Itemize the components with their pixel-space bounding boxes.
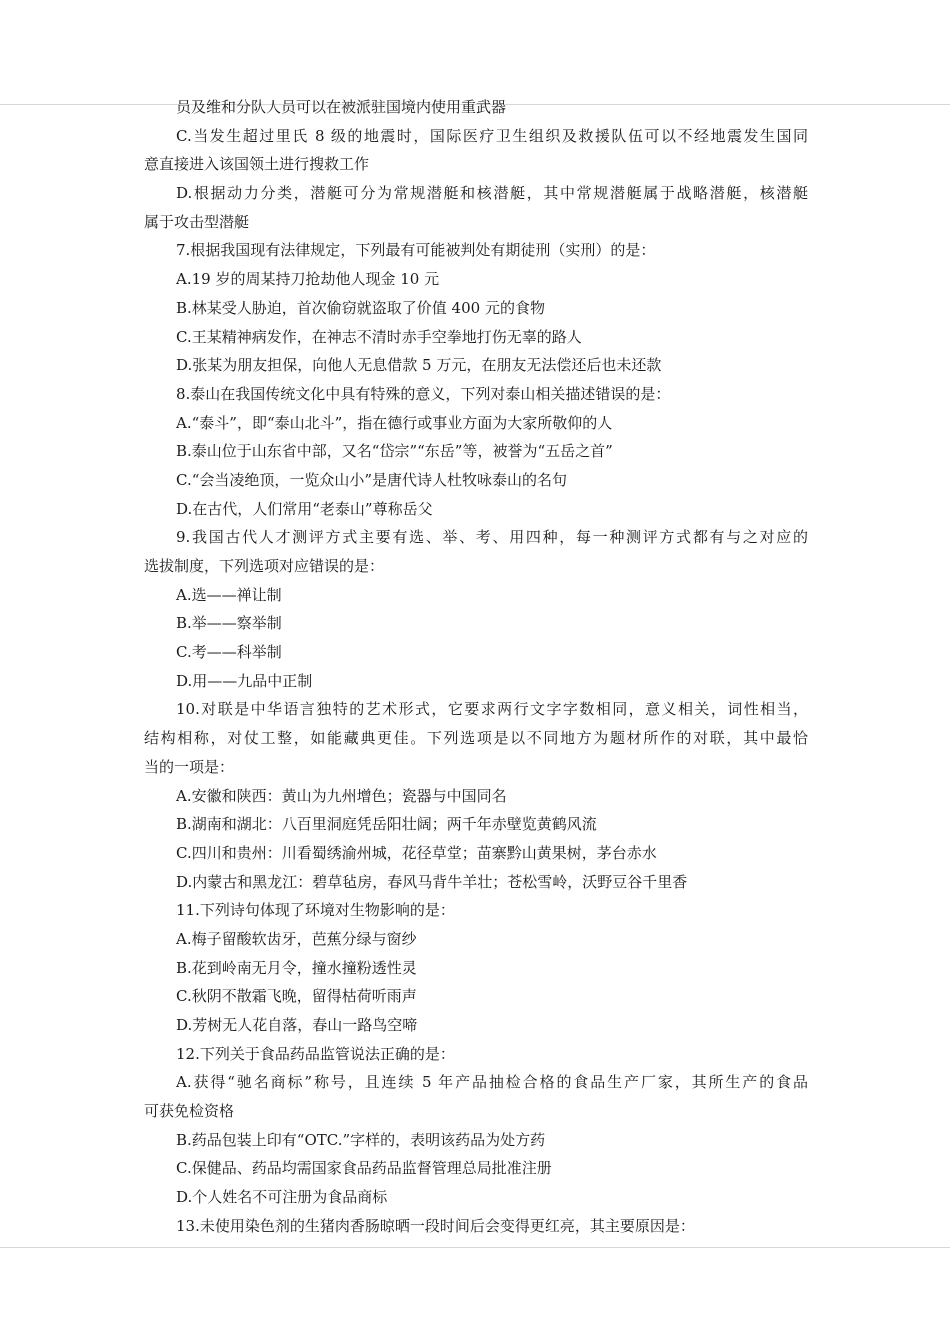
- option-line: C.考——科举制: [176, 643, 282, 662]
- option-line: D.芳树无人花自落，春山一路鸟空啼: [176, 1016, 418, 1034]
- option-line: B.泰山位于山东省中部，又名“岱宗”“东岳”等，被誉为“五岳之首”: [176, 442, 613, 461]
- text-line: 员及维和分队人员可以在被派驻国境内使用重武器: [176, 98, 507, 116]
- option-line: D.在古代，人们常用“老泰山”尊称岳父: [176, 499, 433, 518]
- option-line: A.获得“驰名商标”称号，且连续 5 年产品抽检合格的食品生产厂家，其所生产的食品: [176, 1073, 808, 1092]
- option-line: C.保健品、药品均需国家食品药品监督管理总局批准注册: [176, 1159, 552, 1178]
- option-line: C.“会当凌绝顶，一览众山小”是唐代诗人杜牧咏泰山的名句: [176, 470, 568, 489]
- option-line: D.张某为朋友担保，向他人无息借款 5 万元，在朋友无法偿还后也未还款: [176, 356, 662, 375]
- question-11: 11.下列诗句体现了环境对生物影响的是：: [176, 901, 455, 920]
- option-line: A.安徽和陕西：黄山为九州增色；瓷器与中国同名: [176, 786, 507, 805]
- option-line: D.用——九品中正制: [176, 671, 313, 690]
- option-line: B.药品包装上印有“OTC.”字样的，表明该药品为处方药: [176, 1130, 546, 1149]
- question-10: 10.对联是中华语言独特的艺术形式，它要求两行文字字数相同，意义相关，词性相当，: [176, 700, 808, 719]
- question-9: 9.我国古代人才测评方式主要有选、举、考、用四种，每一种测评方式都有与之对应的: [176, 528, 808, 547]
- option-line: D.个人姓名不可注册为食品商标: [176, 1188, 388, 1207]
- document-body: [144, 93, 808, 1241]
- text-line: 可获免检资格: [144, 1102, 235, 1121]
- option-line: D.内蒙古和黑龙江：碧草毡房，春风马背牛羊壮；苍松雪岭，沃野豆谷千里香: [176, 872, 688, 891]
- option-line: C.王某精神病发作，在神志不清时赤手空拳地打伤无辜的路人: [176, 327, 582, 346]
- question-13: 13.未使用染色剂的生猪肉香肠晾晒一段时间后会变得更红亮，其主要原因是：: [176, 1216, 695, 1235]
- option-line: A.选——禅让制: [176, 585, 282, 604]
- option-line: C.秋阴不散霜飞晚，留得枯荷听雨声: [176, 987, 417, 1006]
- option-line: B.花到岭南无月令，撞水撞粉透性灵: [176, 958, 417, 977]
- question-7: 7.根据我国现有法律规定，下列最有可能被判处有期徒刑（实刑）的是：: [176, 241, 656, 260]
- option-line: C.四川和贵州：川看蜀绣渝州城，花径草堂；苗寨黔山黄果树，茅台赤水: [176, 843, 657, 862]
- option-line: B.湖南和湖北：八百里洞庭凭岳阳壮阔；两千年赤壁览黄鹤风流: [176, 815, 597, 834]
- text-line: 属于攻击型潜艇: [144, 212, 250, 231]
- footer-rule: [0, 1247, 950, 1248]
- question-12: 12.下列关于食品药品监管说法正确的是：: [176, 1044, 455, 1063]
- question-8: 8.泰山在我国传统文化中具有特殊的意义，下列对泰山相关描述错误的是：: [176, 384, 671, 403]
- option-line: B.举——察举制: [176, 614, 282, 633]
- text-line: D.根据动力分类，潜艇可分为常规潜艇和核潜艇，其中常规潜艇属于战略潜艇，核潜艇: [176, 184, 808, 203]
- text-line: 结构相称，对仗工整，如能藏典更佳。下列选项是以不同地方为题材所作的对联，其中最恰: [144, 729, 808, 748]
- option-line: A.19 岁的周某持刀抢劫他人现金 10 元: [176, 270, 440, 289]
- text-line: C.当发生超过里氏 8 级的地震时，国际医疗卫生组织及救援队伍可以不经地震发生国同: [176, 126, 808, 145]
- text-line: 选拔制度，下列选项对应错误的是：: [144, 557, 385, 575]
- option-line: A.“泰斗”，即“泰山北斗”，指在德行或事业方面为大家所敬仰的人: [176, 413, 613, 432]
- option-line: B.林某受人胁迫，首次偷窃就盗取了价值 400 元的食物: [176, 298, 545, 317]
- option-line: A.梅子留酸软齿牙，芭蕉分绿与窗纱: [176, 929, 417, 948]
- text-line: 意直接进入该国领土进行搜救工作: [144, 155, 370, 174]
- text-line: 当的一项是：: [144, 757, 235, 776]
